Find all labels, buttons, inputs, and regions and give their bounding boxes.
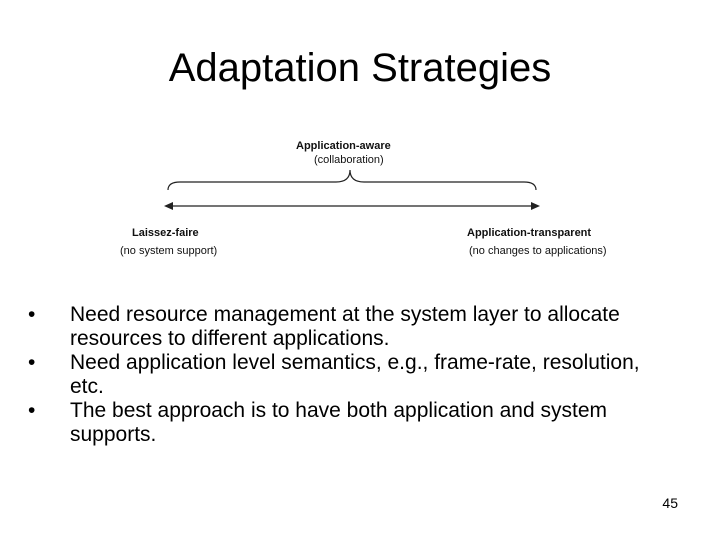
bullet-item xyxy=(28,351,668,399)
laissez-faire-label: Laissez-faire xyxy=(132,227,199,239)
bullet-text: The best approach is to have both application and system supports. xyxy=(70,399,607,446)
bullet-mark: • xyxy=(28,303,36,326)
application-transparent-label: Application-transparent xyxy=(467,227,592,239)
bullet-list xyxy=(28,303,668,447)
application-aware-label: Application-aware xyxy=(296,140,391,152)
no-system-support-sublabel: (no system support) xyxy=(120,245,218,257)
bullet-item xyxy=(28,303,668,351)
bullet-mark: • xyxy=(28,399,36,422)
bullet-item xyxy=(28,399,668,447)
bullet-text: Need application level semantics, e.g., frame-rate, resolution, etc. xyxy=(70,351,640,398)
slide-title: Adaptation Strategies xyxy=(168,46,552,90)
adaptation-spectrum-diagram xyxy=(100,130,640,270)
collaboration-sublabel: (collaboration) xyxy=(314,154,384,166)
page-number: 45 xyxy=(662,495,678,511)
no-changes-sublabel: (no changes to applications) xyxy=(469,245,607,257)
right-arrowhead xyxy=(531,202,540,210)
bullet-text: Need resource management at the system layer to allocate resources to different applications. xyxy=(70,303,620,350)
bullet-mark: • xyxy=(28,351,36,374)
left-arrowhead xyxy=(164,202,173,210)
brace-path xyxy=(168,170,536,190)
